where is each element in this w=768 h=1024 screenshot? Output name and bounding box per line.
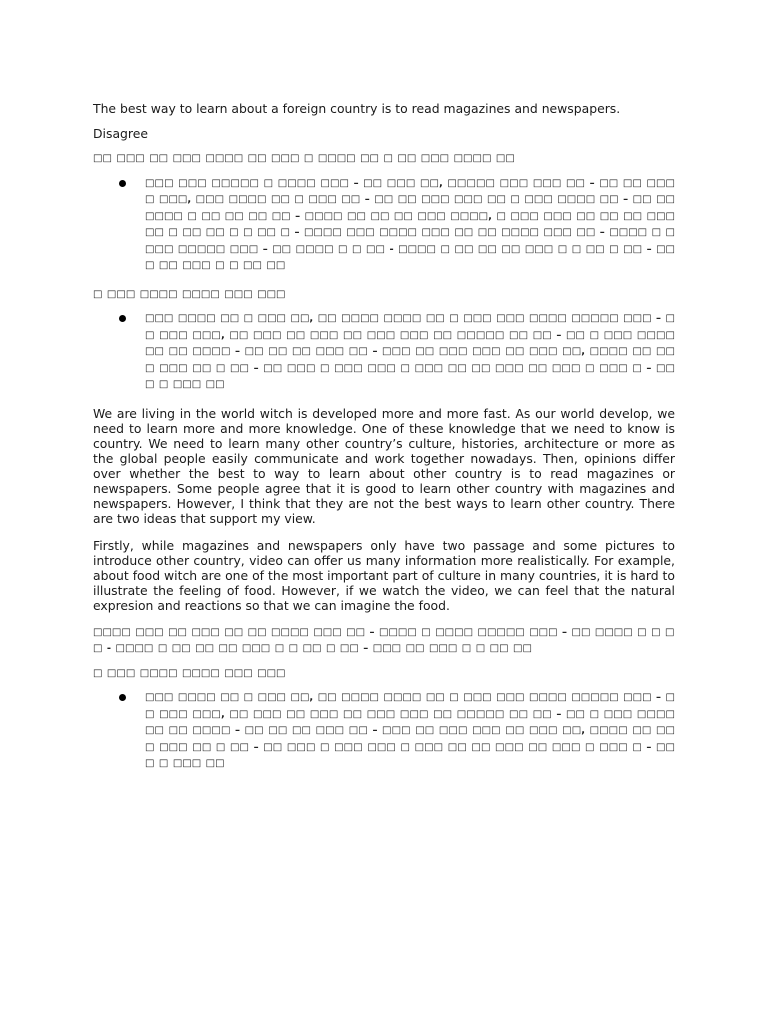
garbled-heading-1: □□ □□□ □□ □□□ □□□□ □□ □□□ □ □□□□ □□ □ □□ □□□ □□□□ □□ <box>93 153 515 164</box>
body-paragraph-2: Firstly, while magazines and newspapers only have two passage and some pictures to introduce other country, video can offer us many information more realistically. For example, about food witch are one of the most important part of culture in many countries, it is hard to illustrate the feeling of food. However, if we watch the video, we can feel that the natural expresion and reactions so that we can imagine the food. <box>93 537 675 613</box>
bullet-dot-icon <box>93 176 145 187</box>
bullet-text-2: □□□ □□□□ □□ □ □□□ □□, □□ □□□□ □□□□ □□ □ □□□ □□□ □□□□ □□□□□ □□□ – □□ □□□ □□□, □□ □□□ □□ □□□ □□ □□□ □□□ □□ □□□□□ □□ □□ – □□ □ □□□ □□□□ □□ □□ □□□□ – □□ □□ □□ □□□ □□ – □□□ □□ □□□ □□□ □□ □□□ □□, □□□□ □□ □□□ □□□ □□ □ □□ – □□ □□□ □ □□□ □□□ □ □□□ □□ □□ □□□ □□ □□□ □ □□□ □ – □□□ □ □□□ □□ <box>145 313 675 390</box>
garbled-heading-2: □ □□□ □□□□ □□□□ □□□ □□□ <box>93 288 286 300</box>
essay-title: The best way to learn about a foreign country is to read magazines and newspapers. <box>93 101 621 116</box>
garbled-heading-3: □ □□□ □□□□ □□□□ □□□ □□□ <box>93 667 286 679</box>
bullet-item-2 <box>93 311 675 394</box>
body-paragraph-1: We are living in the world witch is developed more and more fast. As our world develop, we need to learn more and more knowledge. One of these knowledge that we need to know is country. We need to learn many other country’s culture, histories, architecture or more as the global people easily communicate and work together nowadays. Then, opinions differ over whether the best to way to learn about other country is to read magazines or newspapers. Some people agree that it is good to learn other country with magazines and newspapers. However, I think that they are not the best ways to learn other country. There are two ideas that support my view. <box>93 405 675 526</box>
garbled-paragraph-3: □□□□ □□□ □□ □□□ □□ □□ □□□□ □□□ □□ – □□□□ □ □□□□ □□□□□ □□□ – □□ □□□□ □ □ □□ - □□□□ □ □□ □□ □□ □□□ □ □ □□ □ □□ – □□□ □□ □□□ □ □ □□ □□ <box>93 626 675 654</box>
bullet-dot-icon <box>93 311 145 322</box>
document-page <box>93 101 675 785</box>
bullet-item-1 <box>93 176 675 275</box>
bullet-text-3: □□□ □□□□ □□ □ □□□ □□, □□ □□□□ □□□□ □□ □ □□□ □□□ □□□□ □□□□□ □□□ – □□ □□□ □□□, □□ □□□ □□ □□□ □□ □□□ □□□ □□ □□□□□ □□ □□ – □□ □ □□□ □□□□ □□ □□ □□□□ – □□ □□ □□ □□□ □□ – □□□ □□ □□□ □□□ □□ □□□ □□, □□□□ □□ □□□ □□□ □□ □ □□ – □□ □□□ □ □□□ □□□ □ □□□ □□ □□ □□□ □□ □□□ □ □□□ □ – □□□ □ □□□ □□ <box>145 692 675 769</box>
bullet-item-3 <box>93 690 675 773</box>
bullet-dot-icon <box>93 690 145 701</box>
bullet-text-1: □□□ □□□ □□□□□ □ □□□□ □□□ – □□ □□□ □□, □□□□□ □□□ □□□ □□ – □□ □□ □□□□ □□□, □□□ □□□□ □□ □ □□□ □□ – □□ □□ □□□ □□□ □□ □ □□□ □□□□ □□ – □□ □□□□□□ □ □□ □□ □□ □□ – □□□□ □□ □□ □□ □□□ □□□□, □ □□□ □□□ □□ □□ □□ □□□□□ □ □□ □□ □ □ □□ □ – □□□□ □□□ □□□□ □□□ □□ □□ □□□□ □□□ □□ – □□□□ □ □□□□ □□□□□ □□□ – □□ □□□□ □ □ □□ - □□□□ □ □□ □□ □□ □□□ □ □ □□ □ □□ – □□□ □□ □□□ □ □ □□ □□ <box>145 177 675 271</box>
stance-label: Disagree <box>93 126 148 141</box>
